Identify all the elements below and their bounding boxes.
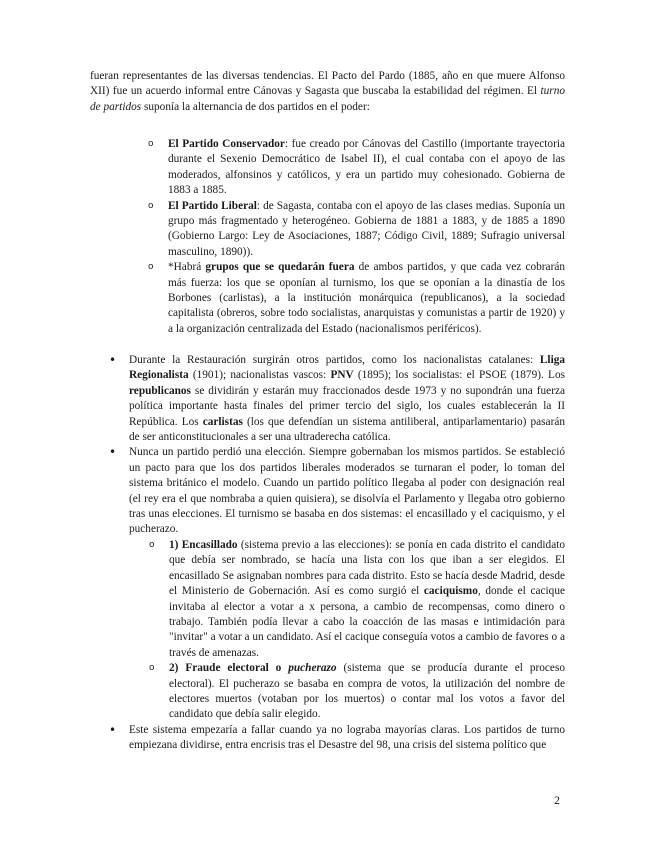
bullet1-text-g: se dividirán y estarán muy fraccionados desde 1973 y no supondrán una fuerza política importante hasta finales del primer tercio del siglo, los cuales establecerán la II República. Los <box>129 384 565 428</box>
fraude-electoral-heading: 2) Fraude electoral o <box>169 662 289 675</box>
caciquismo-term: caciquismo <box>423 585 478 598</box>
list-item-encasillado <box>169 538 565 661</box>
main-bullet-list <box>129 353 565 754</box>
bullet1-text-i: (los que defendían un sistema antiliberal, antiparlamentario) pasarán de ser anticonstitucionales a ser una ultraderecha católica. <box>129 415 565 444</box>
carlistas-term: carlistas <box>202 415 243 428</box>
intro-paragraph <box>90 69 565 115</box>
list-item-partido-conservador <box>168 137 565 199</box>
encasillado-text: (sistema previo a las elecciones): se ponía en cada distrito el candidato que debía ser nombrado, se hacía una lista con los que iban a ser elegidos. El encasillado Se asignaban nombres para cada distrito. Esto se hacía desde Madrid, desde el Ministerio de Gobernación. Así es como surgió el <box>169 538 565 598</box>
intro-text: fueran representantes de las diversas tendencias. El Pacto del Pardo (1885, año en que muere Alfonso XII) fue un acuerdo informal entre Cánovas y Sagasta que buscaba la estabilidad del régimen. El <box>90 70 565 98</box>
pucherazo-text: (sistema que se producía durante el proceso electoral). El pucherazo se basaba en compra de votos, la utilización del nombre de electores muertos (votaban por los muertos) o contar mal los votos a favor del candidato que debía salir elegido. <box>169 662 565 721</box>
fallo-sistema-text: Este sistema empezaría a fallar cuando ya no lograba mayorías claras. Los partidos de turno empiezana dividirse, entra encrisis tras el Desastre del 98, una crisis del sistema político que <box>129 723 565 752</box>
partidos-list <box>168 137 565 337</box>
bullet-turnismo <box>129 445 565 722</box>
partido-liberal-heading: El Partido Liberal <box>168 199 257 212</box>
bullet1-text-e: (1895); los socialistas: el PSOE (1879). Los <box>353 369 565 382</box>
list-item-partido-liberal <box>168 199 565 261</box>
turnismo-sublist <box>129 538 565 723</box>
bullet-fallo-sistema <box>129 723 565 754</box>
republicanos-term: republicanos <box>129 384 191 397</box>
grupos-fuera-pre: *Habrá <box>168 261 206 274</box>
lliga-regionalista-term: Lliga Regionalista <box>129 354 565 382</box>
list-item-pucherazo <box>169 661 565 723</box>
partido-conservador-heading: El Partido Conservador <box>168 138 285 150</box>
turnismo-text: Nunca un partido perdió una elección. Siempre gobernaban los mismos partidos. Se estableció un pacto para que los dos partidos liberales moderados se turnaran el poder, lo toman del sistema británico el modelo. Cuando un partido político llegaba al poder con designación real (el rey era el que nombraba a quien quisiera), se disolvía el Parlamento y llegaba otro gobierno tras unas elecciones. El turnismo se basaba en dos sistemas: el encasillado y el caciquismo, y el pucherazo. <box>129 446 565 536</box>
caciquismo-text: , donde el cacique invitaba al elector a votar a x persona, a cambio de recompensas, como dinero o trabajo. También podía llevar a cabo la coacción de las masas e intimidación para "invitar" a votar a un candidato. Así el cacique conseguía votos a cambio de favores o a través de amenazas. <box>169 585 565 659</box>
bullet1-text-a: Durante la Restauración surgirán otros partidos, como los nacionalistas catalanes: <box>129 354 540 366</box>
grupos-fuera-text: de ambos partidos, y que cada vez cobrarán más fuerza: los que se oponían al turnismo, los que se oponían a la dinastía de los Borbones (carlistas), a la institución monárquica (republicanos), a la sociedad capitalista (obreros, sobre todo socialistas, anarquistas y comunistas a partir de 1920) y a la organización centralizada del Estado (nacionalismos periféricos). <box>168 261 565 335</box>
page-number: 2 <box>554 793 560 807</box>
grupos-fuera-heading: grupos que se quedarán fuera <box>205 261 355 274</box>
partido-conservador-text: : fue creado por Cánovas del Castillo (importante trayectoria durante el Sexenio Democrático de Isabel II), el cual contaba con el apoyo de las moderados, alfonsinos y católicos, y era un partido muy cohesionado. Gobierna de 1883 a 1885. <box>168 138 565 197</box>
intro-text-end: suponía la alternancia de dos partidos en el poder: <box>141 100 370 113</box>
list-item-grupos-fuera <box>168 260 565 337</box>
pnv-term: PNV <box>330 369 354 382</box>
encasillado-heading: 1) Encasillado <box>169 538 238 551</box>
turno-de-partidos-term: turno de partidos <box>90 85 565 113</box>
pucherazo-term: pucherazo <box>288 662 337 675</box>
bullet1-text-c: (1901); nacionalistas vascos: <box>188 369 331 382</box>
bullet-otros-partidos <box>129 353 565 445</box>
partido-liberal-text: : de Sagasta, contaba con el apoyo de las clases medias. Suponía un grupo más fragmentado y heterogéneo. Gobierna de 1881 a 1883, y de 1885 a 1890 (Gobierno Largo: Ley de Asociaciones, 1887; Código Civil, 1889; Sufragio universal masculino, 1890)). <box>168 199 565 258</box>
